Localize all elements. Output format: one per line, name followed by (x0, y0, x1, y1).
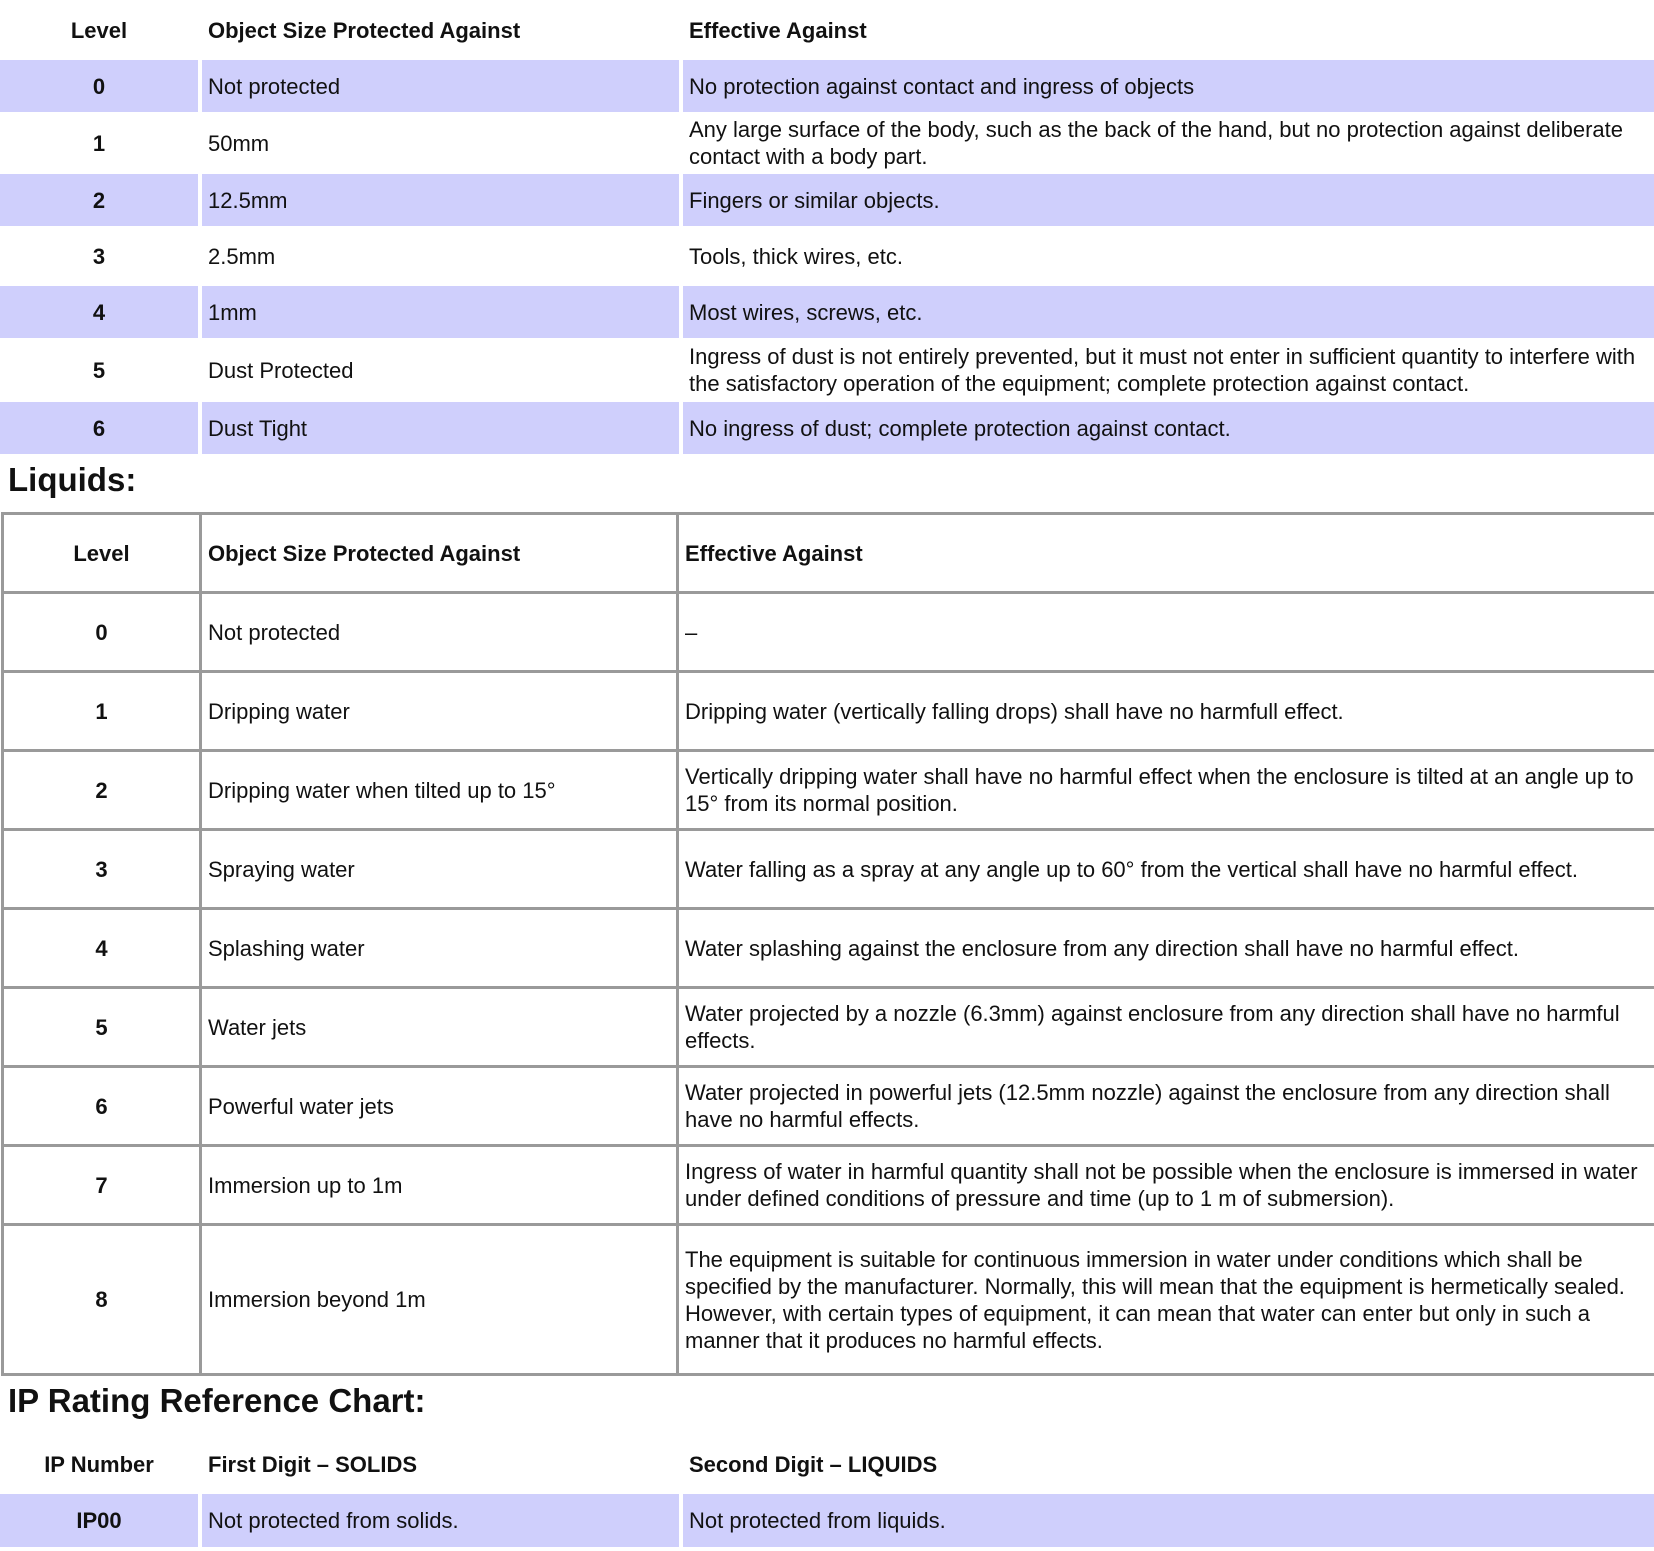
size-cell: Dripping water when tilted up to 15° (201, 751, 678, 830)
effective-cell: Tools, thick wires, etc. (683, 230, 1654, 282)
effective-cell: Most wires, screws, etc. (683, 286, 1654, 338)
ip-header-row (0, 1438, 1654, 1490)
size-cell: 12.5mm (202, 174, 679, 226)
solids-cell: Not protected from solids. (202, 1494, 679, 1547)
table-row (3, 1146, 1654, 1225)
size-cell: Water jets (201, 988, 678, 1067)
level-cell: 5 (0, 342, 198, 398)
table-row (0, 342, 1654, 398)
size-cell: Powerful water jets (201, 1067, 678, 1146)
header-first-digit: First Digit – SOLIDS (202, 1438, 679, 1490)
level-cell: 4 (3, 909, 201, 988)
effective-cell: Dripping water (vertically falling drops) shall have no harmfull effect. (678, 672, 1654, 751)
table-row (3, 751, 1654, 830)
size-cell: Spraying water (201, 830, 678, 909)
effective-cell: Water splashing against the enclosure from any direction shall have no harmful effect. (678, 909, 1654, 988)
solids-header-row (0, 4, 1654, 56)
table-row (0, 286, 1654, 338)
level-cell: 2 (0, 174, 198, 226)
ip-number-cell: IP00 (0, 1494, 198, 1547)
table-row (3, 593, 1654, 672)
header-level: Level (0, 4, 198, 56)
size-cell: 50mm (202, 116, 679, 170)
level-cell: 5 (3, 988, 201, 1067)
table-row (3, 988, 1654, 1067)
header-object-size: Object Size Protected Against (202, 4, 679, 56)
effective-cell: Water projected by a nozzle (6.3mm) against enclosure from any direction shall have no harmful effects. (678, 988, 1654, 1067)
table-row (3, 1067, 1654, 1146)
effective-cell: No protection against contact and ingress of objects (683, 60, 1654, 112)
size-cell: Not protected (201, 593, 678, 672)
level-cell: 2 (3, 751, 201, 830)
size-cell: Not protected (202, 60, 679, 112)
level-cell: 6 (0, 402, 198, 454)
effective-cell: The equipment is suitable for continuous immersion in water under conditions which shall be specified by the manufacturer. Normally, this will mean that the equipment is hermetically sealed. However, with certain types of equipment, it can mean that water can enter but only in such a manner that it produces no harmful effects. (678, 1225, 1654, 1375)
table-row (0, 60, 1654, 112)
level-cell: 8 (3, 1225, 201, 1375)
level-cell: 0 (3, 593, 201, 672)
level-cell: 6 (3, 1067, 201, 1146)
level-cell: 7 (3, 1146, 201, 1225)
header-ip-number: IP Number (0, 1438, 198, 1490)
ip-chart-heading: IP Rating Reference Chart: (8, 1382, 426, 1420)
level-cell: 4 (0, 286, 198, 338)
table-row (0, 402, 1654, 454)
size-cell: Splashing water (201, 909, 678, 988)
level-cell: 1 (0, 116, 198, 170)
effective-cell: Ingress of dust is not entirely prevented, but it must not enter in sufficient quantity to interfere with the satisfactory operation of the equipment; complete protection against contact. (683, 342, 1654, 398)
header-effective-against: Effective Against (683, 4, 1654, 56)
size-cell: Immersion up to 1m (201, 1146, 678, 1225)
level-cell: 3 (3, 830, 201, 909)
table-row (0, 1494, 1654, 1547)
liquids-table (1, 512, 1654, 1376)
liquids-heading: Liquids: (8, 461, 136, 499)
effective-cell: Water projected in powerful jets (12.5mm nozzle) against the enclosure from any direction shall have no harmful effects. (678, 1067, 1654, 1146)
table-row (0, 116, 1654, 170)
solids-table (0, 0, 1654, 458)
table-row (3, 1225, 1654, 1375)
effective-cell: Any large surface of the body, such as the back of the hand, but no protection against deliberate contact with a body part. (683, 116, 1654, 170)
liquids-header-row (3, 514, 1654, 593)
effective-cell: Fingers or similar objects. (683, 174, 1654, 226)
header-object-size: Object Size Protected Against (201, 514, 678, 593)
liquids-cell: Not protected from liquids. (683, 1494, 1654, 1547)
header-effective-against: Effective Against (678, 514, 1654, 593)
size-cell: Dust Protected (202, 342, 679, 398)
header-level: Level (3, 514, 201, 593)
header-second-digit: Second Digit – LIQUIDS (683, 1438, 1654, 1490)
size-cell: 2.5mm (202, 230, 679, 282)
table-row (3, 830, 1654, 909)
size-cell: Immersion beyond 1m (201, 1225, 678, 1375)
size-cell: Dripping water (201, 672, 678, 751)
effective-cell: Vertically dripping water shall have no harmful effect when the enclosure is tilted at an angle up to 15° from its normal position. (678, 751, 1654, 830)
effective-cell: Ingress of water in harmful quantity shall not be possible when the enclosure is immersed in water under defined conditions of pressure and time (up to 1 m of submersion). (678, 1146, 1654, 1225)
level-cell: 0 (0, 60, 198, 112)
table-row (0, 174, 1654, 226)
effective-cell: No ingress of dust; complete protection against contact. (683, 402, 1654, 454)
table-row (3, 672, 1654, 751)
level-cell: 1 (3, 672, 201, 751)
table-row (0, 230, 1654, 282)
effective-cell: Water falling as a spray at any angle up to 60° from the vertical shall have no harmful effect. (678, 830, 1654, 909)
effective-cell: – (678, 593, 1654, 672)
level-cell: 3 (0, 230, 198, 282)
size-cell: Dust Tight (202, 402, 679, 454)
ip-reference-table (0, 1434, 1654, 1551)
table-row (3, 909, 1654, 988)
size-cell: 1mm (202, 286, 679, 338)
